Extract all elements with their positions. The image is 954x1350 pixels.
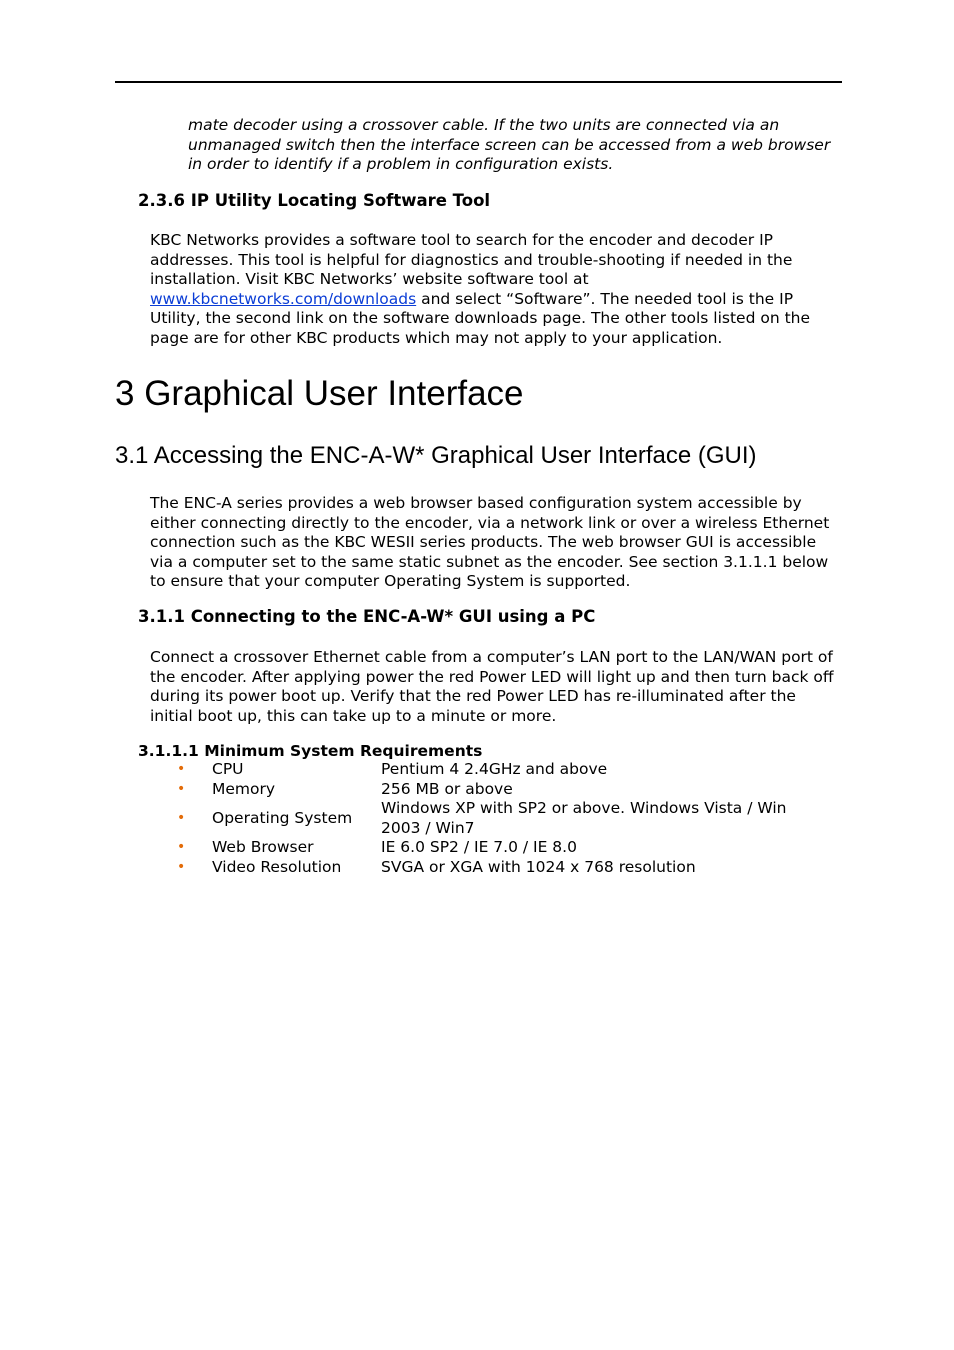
requirement-value: Pentium 4 2.4GHz and above bbox=[381, 760, 608, 778]
note-text: mate decoder using a crossover cable. If the two units are connected via an unmanaged switch then the interface screen can be accessed from a web browser in order to identify if a problem in configuration exists. bbox=[188, 116, 831, 173]
requirement-label: Web Browser bbox=[212, 838, 314, 856]
requirement-value: 256 MB or above bbox=[381, 779, 513, 798]
downloads-link[interactable]: www.kbcnetworks.com/downloads bbox=[150, 289, 417, 308]
section-3-1-heading: 3.1 Accessing the ENC-A-W* Graphical User Interface (GUI) bbox=[115, 442, 757, 469]
bullet-icon: • bbox=[177, 809, 186, 826]
requirement-label: CPU bbox=[212, 760, 244, 778]
section-3-1-paragraph: The ENC-A series provides a web browser based configuration system accessible by either connecting directly to the encoder, via a network link or over a wireless Ethernet connection such as the KBC WESII series products. The web browser GUI is accessible via a computer set to the same static subnet as the encoder. See section 3.1.1.1 below to ensure that your computer Operating System is supported. bbox=[150, 494, 830, 590]
requirement-value: IE 6.0 SP2 / IE 7.0 / IE 8.0 bbox=[381, 838, 577, 856]
bullet-icon: • bbox=[177, 858, 186, 875]
header-rule bbox=[115, 81, 842, 83]
section-3-1-1-heading: 3.1.1 Connecting to the ENC-A-W* GUI using a PC bbox=[138, 607, 596, 626]
requirement-row bbox=[172, 799, 821, 838]
requirement-value: Windows XP with SP2 or above. Windows Vista / Win 2003 / Win7 bbox=[381, 799, 787, 837]
chapter-heading: 3 Graphical User Interface bbox=[115, 374, 524, 413]
paragraph-text-after-link: and select “Software”. The needed tool is the IP Utility, the second link on the software downloads page. The other tools listed on the page are for other KBC products which may not apply to your application. bbox=[150, 289, 811, 347]
section-3-1-1-1-heading: 3.1.1.1 Minimum System Requirements bbox=[138, 742, 483, 760]
requirement-row bbox=[172, 838, 821, 858]
paragraph-text-before-link: KBC Networks provides a software tool to search for the encoder and decoder IP addresses. This tool is helpful for diagnostics and trouble-shooting if needed in the installation. Visit KBC Networks’ website software tool at bbox=[150, 231, 793, 288]
bullet-icon: • bbox=[177, 839, 186, 855]
requirement-label: Video Resolution bbox=[212, 857, 342, 876]
requirement-row bbox=[172, 780, 821, 800]
bullet-icon: • bbox=[177, 780, 186, 797]
requirement-row bbox=[172, 760, 821, 780]
section-3-1-1-paragraph: Connect a crossover Ethernet cable from a computer’s LAN port to the LAN/WAN port of the encoder. After applying power the red Power LED will light up and then turn back off during its power boot up. Verify that the red Power LED has re-illuminated after the initial boot up, this can take up to a minute or more. bbox=[150, 648, 834, 725]
requirement-value: SVGA or XGA with 1024 x 768 resolution bbox=[381, 857, 696, 876]
bullet-icon: • bbox=[177, 761, 186, 777]
section-2-3-6-paragraph bbox=[150, 231, 840, 348]
section-2-3-6-heading: 2.3.6 IP Utility Locating Software Tool bbox=[138, 191, 491, 210]
requirement-row bbox=[172, 858, 821, 878]
requirements-table bbox=[172, 760, 821, 877]
requirement-label: Operating System bbox=[212, 808, 353, 827]
requirement-label: Memory bbox=[212, 779, 276, 798]
